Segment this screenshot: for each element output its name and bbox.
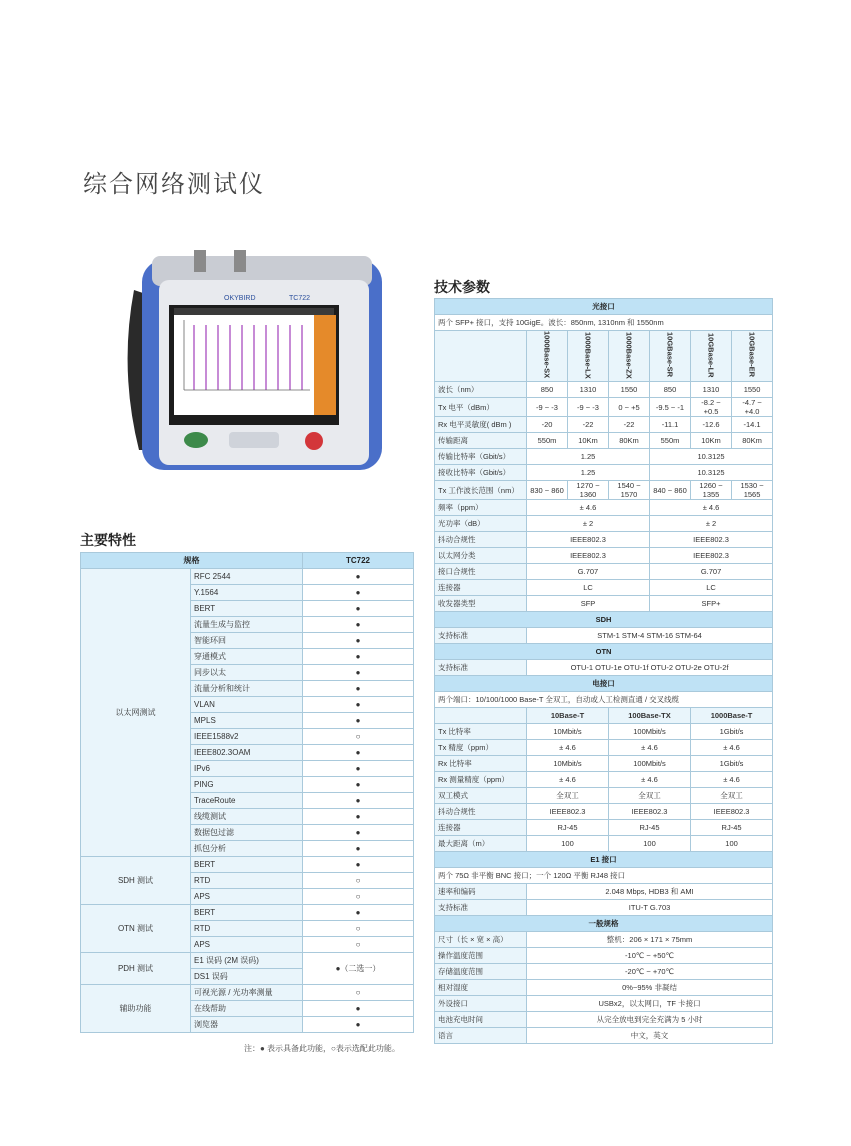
- spec-label: 波长（nm）: [435, 382, 527, 398]
- section-header-row: [435, 916, 773, 932]
- spec-cell: OTU-1 OTU-1e OTU-1f OTU-2 OTU-2e OTU-2f: [527, 660, 773, 676]
- spec-row: [435, 417, 773, 433]
- feature-item: VLAN: [191, 697, 303, 713]
- spec-label: 最大距离（m）: [435, 836, 527, 852]
- electrical-column-header: 10Base-T: [527, 708, 609, 724]
- optical-column-label: 10GBase-ER: [747, 332, 757, 378]
- spec-label: 接收比特率（Gbit/s）: [435, 465, 527, 481]
- feature-category: 辅助功能: [81, 985, 191, 1033]
- feature-item: APS: [191, 937, 303, 953]
- feature-row: [81, 953, 414, 969]
- spec-cell: SFP: [527, 596, 650, 612]
- spec-row: [435, 580, 773, 596]
- feature-mark: ○: [303, 729, 414, 745]
- feature-mark: ●: [303, 1001, 414, 1017]
- feature-mark: ●: [303, 569, 414, 585]
- spec-row: [435, 932, 773, 948]
- feature-item: BERT: [191, 857, 303, 873]
- spec-row: [435, 1012, 773, 1028]
- spec-row: [435, 433, 773, 449]
- section-header-row: [435, 644, 773, 660]
- spec-corner: [435, 331, 527, 382]
- feature-item: RTD: [191, 921, 303, 937]
- spec-label: 尺寸（长 × 宽 × 高）: [435, 932, 527, 948]
- spec-row: [435, 382, 773, 398]
- feature-item: 数据包过滤: [191, 825, 303, 841]
- spec-cell: -22: [609, 417, 650, 433]
- spec-cell: 10Mbit/s: [527, 724, 609, 740]
- feature-item: PING: [191, 777, 303, 793]
- spec-label: 连接器: [435, 820, 527, 836]
- feature-mark: ●: [303, 585, 414, 601]
- spec-label: 语言: [435, 1028, 527, 1044]
- feature-mark: ○: [303, 937, 414, 953]
- spec-corner: [435, 708, 527, 724]
- spec-cell: ± 4.6: [527, 772, 609, 788]
- feature-mark: ●: [303, 681, 414, 697]
- spec-row: [435, 740, 773, 756]
- feature-item: APS: [191, 889, 303, 905]
- spec-cell: ± 4.6: [609, 772, 691, 788]
- spec-cell: ITU-T G.703: [527, 900, 773, 916]
- electrical-column-header: 100Base-TX: [609, 708, 691, 724]
- spec-row: [435, 884, 773, 900]
- feature-mark: ●: [303, 825, 414, 841]
- feature-item: IEEE1588v2: [191, 729, 303, 745]
- spec-label: Rx 测量精度（ppm）: [435, 772, 527, 788]
- optical-header: 光接口: [435, 299, 773, 315]
- spec-cell: LC: [650, 580, 773, 596]
- spec-row: [435, 398, 773, 417]
- feature-mark: ●: [303, 793, 414, 809]
- feature-mark: ●: [303, 905, 414, 921]
- spec-row: [435, 516, 773, 532]
- optical-column-label: 10GBase-SR: [665, 332, 675, 378]
- feature-row: [81, 857, 414, 873]
- spec-cell: -4.7 ~ +4.0: [732, 398, 773, 417]
- spec-row: [435, 532, 773, 548]
- e1-header: E1 接口: [435, 852, 773, 868]
- spec-cell: 全双工: [527, 788, 609, 804]
- spec-row: [435, 900, 773, 916]
- spec-cell: 10Km: [568, 433, 609, 449]
- feature-mark: ○: [303, 873, 414, 889]
- spec-cell: 1270 ~ 1360: [568, 481, 609, 500]
- spec-cell: STM-1 STM-4 STM-16 STM-64: [527, 628, 773, 644]
- spec-cell: 100Mbit/s: [609, 756, 691, 772]
- spec-row: [435, 500, 773, 516]
- spec-row: [435, 836, 773, 852]
- feature-mark: ●（二选一）: [303, 953, 414, 985]
- feature-item: 浏览器: [191, 1017, 303, 1033]
- feature-row: [81, 569, 414, 585]
- feature-mark: ○: [303, 889, 414, 905]
- spec-cell: LC: [527, 580, 650, 596]
- spec-cell: 从完全放电到完全充满为 5 小时: [527, 1012, 773, 1028]
- spec-row: [435, 1028, 773, 1044]
- spec-cell: 1530 ~ 1565: [732, 481, 773, 500]
- feature-mark: ●: [303, 761, 414, 777]
- feature-row: [81, 905, 414, 921]
- spec-cell: 全双工: [691, 788, 773, 804]
- spec-cell: 100: [691, 836, 773, 852]
- feature-item: 同步以太: [191, 665, 303, 681]
- spec-cell: ± 2: [650, 516, 773, 532]
- spec-cell: 1310: [691, 382, 732, 398]
- section-header-row: [435, 612, 773, 628]
- spec-label: 支持标准: [435, 628, 527, 644]
- spec-cell: ± 2: [527, 516, 650, 532]
- spec-cell: -14.1: [732, 417, 773, 433]
- spec-row: [435, 548, 773, 564]
- spec-cell: 1540 ~ 1570: [609, 481, 650, 500]
- spec-cell: -8.2 ~ +0.5: [691, 398, 732, 417]
- spec-cell: 1260 ~ 1355: [691, 481, 732, 500]
- spec-cell: 10.3125: [650, 449, 773, 465]
- spec-label: 相对湿度: [435, 980, 527, 996]
- feature-item: 可视光源 / 光功率测量: [191, 985, 303, 1001]
- spec-row: [435, 996, 773, 1012]
- features-title: 主要特性: [80, 533, 136, 549]
- spec-label: 收发器类型: [435, 596, 527, 612]
- spec-label: Tx 精度（ppm）: [435, 740, 527, 756]
- spec-row: [435, 596, 773, 612]
- spec-cell: USBx2，以太网口，TF 卡接口: [527, 996, 773, 1012]
- spec-cell: 830 ~ 860: [527, 481, 568, 500]
- spec-cell: IEEE802.3: [650, 532, 773, 548]
- spec-cell: IEEE802.3: [691, 804, 773, 820]
- section-header-row: [435, 299, 773, 315]
- optical-column-header: [609, 331, 650, 382]
- spec-cell: RJ-45: [691, 820, 773, 836]
- spec-label: Rx 电平灵敏度( dBm ): [435, 417, 527, 433]
- spec-row: [435, 964, 773, 980]
- spec-row: [435, 692, 773, 708]
- spec-cell: 中文，英文: [527, 1028, 773, 1044]
- spec-label: Tx 比特率: [435, 724, 527, 740]
- optical-column-label: 1000Base-ZX: [624, 331, 634, 379]
- spec-cell: 2.048 Mbps, HDB3 和 AMI: [527, 884, 773, 900]
- spec-label: 速率和编码: [435, 884, 527, 900]
- feature-item: 抓包分析: [191, 841, 303, 857]
- device-model: TC722: [289, 295, 311, 302]
- spec-row: [435, 660, 773, 676]
- features-table: [80, 552, 414, 1033]
- feature-mark: ●: [303, 713, 414, 729]
- spec-label: 电池充电时间: [435, 1012, 527, 1028]
- spec-label: 频率（ppm）: [435, 500, 527, 516]
- spec-cell: -11.1: [650, 417, 691, 433]
- spec-cell: 550m: [527, 433, 568, 449]
- feature-item: 流量分析和统计: [191, 681, 303, 697]
- spec-label: 以太网分类: [435, 548, 527, 564]
- electrical-columns-row: [435, 708, 773, 724]
- feature-mark: ●: [303, 665, 414, 681]
- spec-row: [435, 756, 773, 772]
- spec-row: [435, 980, 773, 996]
- spec-cell: -9 ~ -3: [527, 398, 568, 417]
- spec-cell: 1Gbit/s: [691, 756, 773, 772]
- optical-desc: 两个 SFP+ 接口，支持 10GigE。波长：850nm, 1310nm 和 1550nm: [435, 315, 773, 331]
- feature-mark: ●: [303, 633, 414, 649]
- optical-columns-row: [435, 331, 773, 382]
- feature-category: 以太网测试: [81, 569, 191, 857]
- spec-cell: -20: [527, 417, 568, 433]
- spec-cell: IEEE802.3: [527, 532, 650, 548]
- spec-cell: RJ-45: [527, 820, 609, 836]
- spec-row: [435, 481, 773, 500]
- feature-mark: ●: [303, 809, 414, 825]
- optical-column-label: 1000Base-LX: [583, 331, 593, 379]
- optical-column-header: [732, 331, 773, 382]
- feature-item: 智能环回: [191, 633, 303, 649]
- spec-cell: 80Km: [732, 433, 773, 449]
- features-note: 注：● 表示具备此功能，○表示选配此功能。: [244, 1044, 400, 1053]
- optical-column-header: [568, 331, 609, 382]
- spec-cell: 1Gbit/s: [691, 724, 773, 740]
- spec-label: Tx 工作波长范围（nm）: [435, 481, 527, 500]
- spec-cell: -20℃ ~ +70℃: [527, 964, 773, 980]
- spec-label: 支持标准: [435, 660, 527, 676]
- spec-cell: 100: [609, 836, 691, 852]
- features-header-row: [81, 553, 414, 569]
- feature-mark: ●: [303, 841, 414, 857]
- spec-cell: 整机：206 × 171 × 75mm: [527, 932, 773, 948]
- specs-title: 技术参数: [434, 280, 490, 296]
- feature-item: MPLS: [191, 713, 303, 729]
- spec-cell: RJ-45: [609, 820, 691, 836]
- spec-cell: -9.5 ~ -1: [650, 398, 691, 417]
- spec-cell: IEEE802.3: [527, 804, 609, 820]
- spec-cell: IEEE802.3: [527, 548, 650, 564]
- feature-item: IEEE802.3OAM: [191, 745, 303, 761]
- spec-row: [435, 465, 773, 481]
- spec-row: [435, 449, 773, 465]
- spec-cell: ± 4.6: [691, 772, 773, 788]
- feature-category: PDH 测试: [81, 953, 191, 985]
- spec-cell: 0 ~ +5: [609, 398, 650, 417]
- electrical-column-header: 1000Base-T: [691, 708, 773, 724]
- spec-label: 抖动合规性: [435, 804, 527, 820]
- feature-row: [81, 985, 414, 1001]
- spec-label: 连接器: [435, 580, 527, 596]
- spec-row: [435, 724, 773, 740]
- feature-item: 流量生成与监控: [191, 617, 303, 633]
- page-title: 综合网络测试仪: [83, 170, 265, 198]
- otn-header: OTN: [435, 644, 773, 660]
- spec-cell: G.707: [527, 564, 650, 580]
- sdh-header: SDH: [435, 612, 773, 628]
- feature-category: SDH 测试: [81, 857, 191, 905]
- optical-column-header: [527, 331, 568, 382]
- device-image: [114, 250, 394, 480]
- spec-cell: 1550: [732, 382, 773, 398]
- spec-cell: 550m: [650, 433, 691, 449]
- feature-mark: ●: [303, 1017, 414, 1033]
- feature-item: 在线帮助: [191, 1001, 303, 1017]
- spec-row: [435, 820, 773, 836]
- feature-mark: ○: [303, 985, 414, 1001]
- spec-label: 抖动合规性: [435, 532, 527, 548]
- feature-item: E1 误码 (2M 误码): [191, 953, 303, 969]
- feature-mark: ●: [303, 857, 414, 873]
- spec-label: 存储温度范围: [435, 964, 527, 980]
- feature-item: 穿通模式: [191, 649, 303, 665]
- features-header-spec: 规格: [81, 553, 303, 569]
- optical-column-label: 1000Base-SX: [542, 331, 552, 379]
- feature-item: DS1 误码: [191, 969, 303, 985]
- spec-row: [435, 868, 773, 884]
- device-brand: OKYBIRD: [224, 295, 256, 302]
- spec-cell: IEEE802.3: [650, 548, 773, 564]
- spec-label: 传输距离: [435, 433, 527, 449]
- spec-cell: ± 4.6: [650, 500, 773, 516]
- spec-row: [435, 628, 773, 644]
- feature-mark: ●: [303, 601, 414, 617]
- spec-cell: 10.3125: [650, 465, 773, 481]
- spec-row: [435, 315, 773, 331]
- spec-cell: ± 4.6: [609, 740, 691, 756]
- spec-label: 光功率（dB）: [435, 516, 527, 532]
- spec-cell: 80Km: [609, 433, 650, 449]
- section-header-row: [435, 852, 773, 868]
- feature-mark: ●: [303, 649, 414, 665]
- spec-label: Rx 比特率: [435, 756, 527, 772]
- spec-cell: G.707: [650, 564, 773, 580]
- spec-row: [435, 772, 773, 788]
- spec-cell: ± 4.6: [527, 500, 650, 516]
- feature-item: 线缆测试: [191, 809, 303, 825]
- spec-label: 双工模式: [435, 788, 527, 804]
- spec-row: [435, 948, 773, 964]
- feature-item: Y.1564: [191, 585, 303, 601]
- feature-mark: ○: [303, 921, 414, 937]
- feature-item: RTD: [191, 873, 303, 889]
- spec-cell: ± 4.6: [691, 740, 773, 756]
- spec-cell: -22: [568, 417, 609, 433]
- general-header: 一般规格: [435, 916, 773, 932]
- optical-column-header: [691, 331, 732, 382]
- spec-cell: 10Mbit/s: [527, 756, 609, 772]
- spec-cell: 1.25: [527, 449, 650, 465]
- feature-item: RFC 2544: [191, 569, 303, 585]
- feature-mark: ●: [303, 777, 414, 793]
- spec-label: 外设接口: [435, 996, 527, 1012]
- spec-label: 支持标准: [435, 900, 527, 916]
- spec-cell: 850: [650, 382, 691, 398]
- feature-item: IPv6: [191, 761, 303, 777]
- optical-column-label: 10GBase-LR: [706, 332, 716, 378]
- feature-mark: ●: [303, 745, 414, 761]
- spec-cell: 850: [527, 382, 568, 398]
- features-header-model: TC722: [303, 553, 414, 569]
- spec-table: [434, 298, 773, 1044]
- spec-cell: IEEE802.3: [609, 804, 691, 820]
- spec-cell: 100Mbit/s: [609, 724, 691, 740]
- spec-row: [435, 804, 773, 820]
- feature-mark: ●: [303, 617, 414, 633]
- e1-desc: 两个 75Ω 非平衡 BNC 接口；一个 120Ω 平衡 RJ48 接口: [435, 868, 773, 884]
- spec-cell: 1550: [609, 382, 650, 398]
- electrical-desc: 两个端口：10/100/1000 Base-T 全双工，自动或人工检测直通 / 交叉线缆: [435, 692, 773, 708]
- spec-cell: ± 4.6: [527, 740, 609, 756]
- spec-cell: 0%~95% 非凝结: [527, 980, 773, 996]
- spec-label: Tx 电平（dBm）: [435, 398, 527, 417]
- feature-category: OTN 测试: [81, 905, 191, 953]
- spec-row: [435, 788, 773, 804]
- section-header-row: [435, 676, 773, 692]
- spec-row: [435, 564, 773, 580]
- feature-mark: ●: [303, 697, 414, 713]
- spec-cell: 1.25: [527, 465, 650, 481]
- spec-label: 操作温度范围: [435, 948, 527, 964]
- spec-cell: 1310: [568, 382, 609, 398]
- feature-item: BERT: [191, 601, 303, 617]
- spec-cell: SFP+: [650, 596, 773, 612]
- spec-cell: 840 ~ 860: [650, 481, 691, 500]
- feature-item: TraceRoute: [191, 793, 303, 809]
- electrical-header: 电接口: [435, 676, 773, 692]
- spec-label: 传输比特率（Gbit/s）: [435, 449, 527, 465]
- spec-cell: -12.6: [691, 417, 732, 433]
- spec-cell: 100: [527, 836, 609, 852]
- feature-item: BERT: [191, 905, 303, 921]
- spec-cell: 全双工: [609, 788, 691, 804]
- optical-column-header: [650, 331, 691, 382]
- spec-cell: -10℃ ~ +50℃: [527, 948, 773, 964]
- spec-cell: -9 ~ -3: [568, 398, 609, 417]
- spec-label: 接口合规性: [435, 564, 527, 580]
- spec-cell: 10Km: [691, 433, 732, 449]
